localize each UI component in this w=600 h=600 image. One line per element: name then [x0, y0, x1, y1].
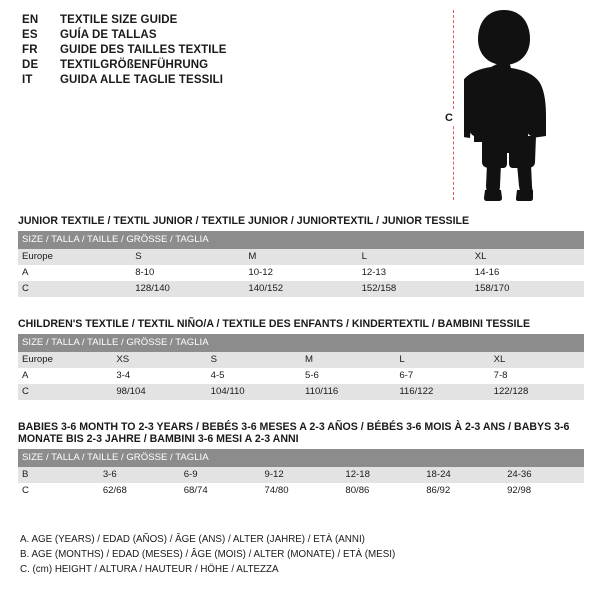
- language-title: GUIDE DES TAILLES TEXTILE: [60, 44, 227, 56]
- row-label: B: [18, 467, 99, 483]
- cell: 152/158: [358, 281, 471, 297]
- row-label: C: [18, 281, 131, 297]
- cell: 6-9: [180, 467, 261, 483]
- cell: L: [358, 249, 471, 265]
- row-label: A: [18, 368, 112, 384]
- section-title: JUNIOR TEXTILE / TEXTIL JUNIOR / TEXTILE JUNIOR / JUNIORTEXTIL / JUNIOR TESSILE: [18, 215, 470, 227]
- cell: 4-5: [207, 368, 301, 384]
- size-header-label: SIZE / TALLA / TAILLE / GRÖSSE / TAGLIA: [18, 231, 584, 249]
- section-children: [18, 318, 584, 400]
- language-row-de: [22, 59, 442, 71]
- size-table-babies: [18, 449, 584, 499]
- language-code: ES: [22, 29, 38, 41]
- table-row: [18, 483, 584, 499]
- cell: 9-12: [261, 467, 342, 483]
- toddler-silhouette-icon: [464, 8, 574, 208]
- cell: S: [131, 249, 244, 265]
- table-header-row: [18, 231, 584, 249]
- language-title: TEXTILGRÖßENFÜHRUNG: [60, 59, 209, 71]
- section-babies: [18, 421, 584, 499]
- cell: 14-16: [471, 265, 584, 281]
- cell: S: [207, 352, 301, 368]
- cell: 12-18: [341, 467, 422, 483]
- language-title: GUIDA ALLE TAGLIE TESSILI: [60, 74, 224, 86]
- table-row: [18, 249, 584, 265]
- row-label: Europe: [18, 352, 112, 368]
- legend-block: [20, 532, 580, 578]
- cell: 18-24: [422, 467, 503, 483]
- legend-item-c: C. (cm) HEIGHT / ALTURA / HAUTEUR / HÖHE / ALTEZZA: [20, 564, 279, 576]
- language-row-en: [22, 14, 442, 26]
- cell: 3-6: [99, 467, 180, 483]
- cell: M: [301, 352, 395, 368]
- cell: 80/86: [341, 483, 422, 499]
- table-row: [18, 281, 584, 297]
- language-row-fr: [22, 44, 442, 56]
- cell: 8-10: [131, 265, 244, 281]
- section-title: BABIES 3-6 MONTH TO 2-3 YEARS / BEBÉS 3-6 MESES A 2-3 AÑOS / BÉBÉS 3-6 MOIS À 2-3 ANS / BABYS 3-6 MONATE BIS 2-3 JAHRE / BAMBINI 3-6 MESI A 2-3 ANNI: [18, 421, 570, 445]
- language-row-es: [22, 29, 442, 41]
- table-header-row: [18, 334, 584, 352]
- legend-item-a: A. AGE (YEARS) / EDAD (AÑOS) / ÂGE (ANS) / ALTER (JAHRE) / ETÀ (ANNI): [20, 534, 365, 545]
- cell: XL: [471, 249, 584, 265]
- table-row: [18, 467, 584, 483]
- legend-item-b: B. AGE (MONTHS) / EDAD (MESES) / ÂGE (MOIS) / ALTER (MONATE) / ETÀ (MESI): [20, 549, 396, 561]
- row-label: A: [18, 265, 131, 281]
- table-row: [18, 384, 584, 400]
- cell: 104/110: [207, 384, 301, 400]
- cell: 24-36: [503, 467, 584, 483]
- language-title: TEXTILE SIZE GUIDE: [60, 14, 178, 26]
- cell: 116/122: [395, 384, 489, 400]
- language-title-block: [22, 14, 442, 89]
- row-label: C: [18, 483, 99, 499]
- cell: XL: [490, 352, 584, 368]
- size-header-label: SIZE / TALLA / TAILLE / GRÖSSE / TAGLIA: [18, 334, 584, 352]
- language-title: GUÍA DE TALLAS: [60, 29, 157, 41]
- measurement-figure: [436, 8, 586, 203]
- cell: 3-4: [112, 368, 206, 384]
- cell: 128/140: [131, 281, 244, 297]
- cell: 86/92: [422, 483, 503, 499]
- cell: M: [244, 249, 357, 265]
- height-measure-line: [453, 10, 454, 200]
- cell: 92/98: [503, 483, 584, 499]
- measure-label-c: C: [445, 112, 453, 124]
- cell: 74/80: [261, 483, 342, 499]
- cell: 110/116: [301, 384, 395, 400]
- language-code: DE: [22, 59, 39, 71]
- language-code: IT: [22, 74, 33, 86]
- section-title: CHILDREN'S TEXTILE / TEXTIL NIÑO/A / TEXTILE DES ENFANTS / KINDERTEXTIL / BAMBINI TESSILE: [18, 318, 531, 330]
- cell: 68/74: [180, 483, 261, 499]
- cell: 6-7: [395, 368, 489, 384]
- size-header-label: SIZE / TALLA / TAILLE / GRÖSSE / TAGLIA: [18, 449, 584, 467]
- cell: 10-12: [244, 265, 357, 281]
- language-row-it: [22, 74, 442, 86]
- cell: XS: [112, 352, 206, 368]
- language-code: EN: [22, 14, 39, 26]
- cell: 98/104: [112, 384, 206, 400]
- cell: 122/128: [490, 384, 584, 400]
- table-row: [18, 352, 584, 368]
- table-row: [18, 265, 584, 281]
- cell: 62/68: [99, 483, 180, 499]
- row-label: C: [18, 384, 112, 400]
- cell: 5-6: [301, 368, 395, 384]
- cell: 12-13: [358, 265, 471, 281]
- language-code: FR: [22, 44, 38, 56]
- size-table-junior: [18, 231, 584, 297]
- cell: 140/152: [244, 281, 357, 297]
- size-table-children: [18, 334, 584, 400]
- cell: L: [395, 352, 489, 368]
- cell: 158/170: [471, 281, 584, 297]
- cell: 7-8: [490, 368, 584, 384]
- table-row: [18, 368, 584, 384]
- section-junior: [18, 215, 584, 297]
- row-label: Europe: [18, 249, 131, 265]
- table-header-row: [18, 449, 584, 467]
